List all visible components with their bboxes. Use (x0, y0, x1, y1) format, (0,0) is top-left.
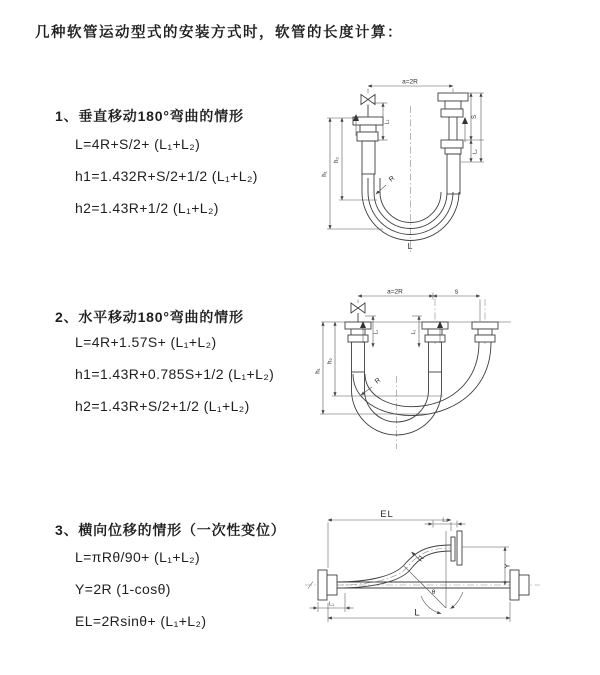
angle-label: θ (431, 589, 436, 596)
radius-label: R (417, 554, 426, 564)
valve-icon (361, 95, 375, 105)
page-title: 几种软管运动型式的安装方式时，软管的长度计算： (35, 25, 403, 41)
left-flange (345, 322, 371, 342)
theta-arc-arrow (451, 592, 464, 609)
dim-label-l2: L₂ (442, 517, 448, 524)
left-flange (318, 570, 337, 600)
section-2-heading: 2、水平移动180°弯曲的情形 (55, 309, 244, 325)
section-3-heading: 3、横向位移的情形（一次性变位） (55, 522, 286, 538)
radius-label: R (387, 174, 397, 184)
dim-label-l2: L₂ (411, 329, 417, 335)
right-flange (510, 570, 529, 600)
section-2-formula-L: L=4R+1.57S+ (L₁+L₂) (75, 334, 217, 350)
dim-label-l1: L₁ (373, 329, 380, 335)
braid-section-left (362, 141, 375, 174)
diagram-vertical-180-bend (315, 72, 600, 267)
dim-label-el: EL (380, 509, 394, 520)
section-1-formula-L: L=4R+S/2+ (L₁+L₂) (75, 136, 201, 152)
right-flange-displaced (472, 322, 498, 342)
dim-label-a2r: a=2R (387, 288, 403, 296)
braid-section-left (352, 342, 365, 372)
section-3-formula-EL: EL=2Rsinθ+ (L₁+L₂) (75, 613, 207, 629)
braid-section-right (447, 154, 460, 194)
dim-label-h2: h₂ (334, 157, 340, 163)
theta-arc-arrow (421, 596, 441, 614)
dim-label-s: S (472, 114, 478, 120)
dim-label-l1: L₁ (384, 119, 391, 125)
section-1-heading: 1、垂直移动180°弯曲的情形 (55, 108, 244, 124)
hose-u-curves (352, 342, 492, 435)
braid-section-middle (429, 342, 442, 372)
diagram-horizontal-180-bend (315, 283, 600, 455)
dim-label-l1: L₁ (329, 601, 334, 608)
dim-label-h1: h₁ (322, 171, 328, 177)
section-1-formula-h1: h1=1.432R+S/2+1/2 (L₁+L₂) (75, 168, 258, 184)
length-label: L (407, 241, 413, 251)
dim-label-l: L (414, 607, 420, 619)
dim-label-s: s (454, 288, 459, 296)
hose-s-curve (337, 545, 451, 588)
section-3-formula-Y: Y=2R (1-cosθ) (75, 581, 171, 597)
right-flange-lower (441, 140, 463, 154)
right-flange-upper (438, 93, 468, 117)
dim-label-a2r: a=2R (402, 78, 418, 86)
theta-diagonal-line (404, 566, 446, 608)
section-3-formula-L: L=πRθ/90+ (L₁+L₂) (75, 549, 201, 565)
section-1-formula-h2: h2=1.43R+1/2 (L₁+L₂) (75, 200, 219, 216)
dim-label-h1: h₁ (315, 368, 322, 374)
top-flange (451, 531, 462, 565)
middle-flange (422, 322, 448, 342)
section-2-formula-h1: h1=1.43R+0.785S+1/2 (L₁+L₂) (75, 366, 275, 382)
valve-icon (351, 303, 365, 313)
dim-label-l2: L₂ (472, 149, 479, 154)
radius-label: R (373, 376, 383, 386)
dim-label-y: Y (502, 563, 512, 569)
dim-label-h2: h₂ (327, 358, 334, 364)
section-2-formula-h2: h2=1.43R+S/2+1/2 (L₁+L₂) (75, 398, 250, 414)
diagram-lateral-displacement (300, 505, 600, 655)
